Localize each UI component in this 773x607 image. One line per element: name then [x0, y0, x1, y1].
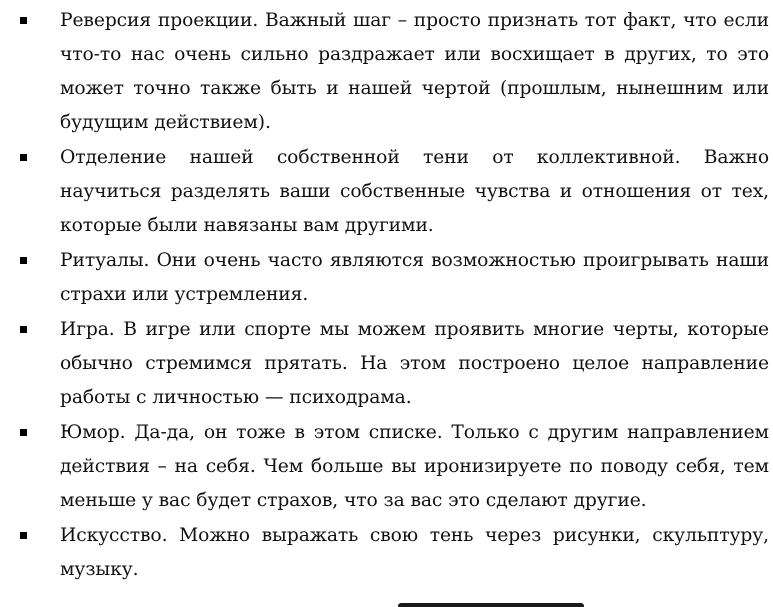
square-bullet-icon: [20, 154, 27, 161]
list-item-text: Реверсия проекции. Важный шаг – просто признать тот факт, что если что-то нас очень сильно раздражает или восхищает в других, то это может точно также быть и нашей чертой (прошлым, нынешним или будущим действием).: [60, 10, 769, 133]
list-item-projection-reversal: [0, 4, 773, 140]
square-bullet-icon: [20, 257, 27, 264]
square-bullet-icon: [20, 532, 27, 539]
list-item-rituals: [0, 244, 773, 312]
list-item-art: [0, 519, 773, 587]
bullet-list: [0, 4, 773, 588]
list-item-text: Искусство. Можно выражать свою тень через рисунки, скульптуру, музыку.: [60, 525, 769, 580]
square-bullet-icon: [20, 17, 27, 24]
list-item-humor: [0, 416, 773, 518]
list-item-text: Отделение нашей собственной тени от коллективной. Важно научиться разделять ваши собственные чувства и отношения от тех, которые были навязаны вам другими.: [60, 147, 769, 236]
list-item-text: Игра. В игре или спорте мы можем проявить многие черты, которые обычно стремимся прятать. На этом построено целое направление работы с личностью — психодрама.: [60, 319, 769, 408]
list-item-text: Юмор. Да-да, он тоже в этом списке. Только с другим направлением действия – на себя. Чем больше вы иронизируете по поводу себя, тем меньше у вас будет страхов, что за вас это сделают другие.: [60, 422, 769, 511]
cropped-element-edge: [398, 603, 584, 607]
list-item-text: Ритуалы. Они очень часто являются возможностью проигрывать наши страхи или устремления.: [60, 250, 769, 305]
list-item-play: [0, 313, 773, 415]
square-bullet-icon: [20, 429, 27, 436]
square-bullet-icon: [20, 326, 27, 333]
list-item-shadow-separation: [0, 141, 773, 243]
